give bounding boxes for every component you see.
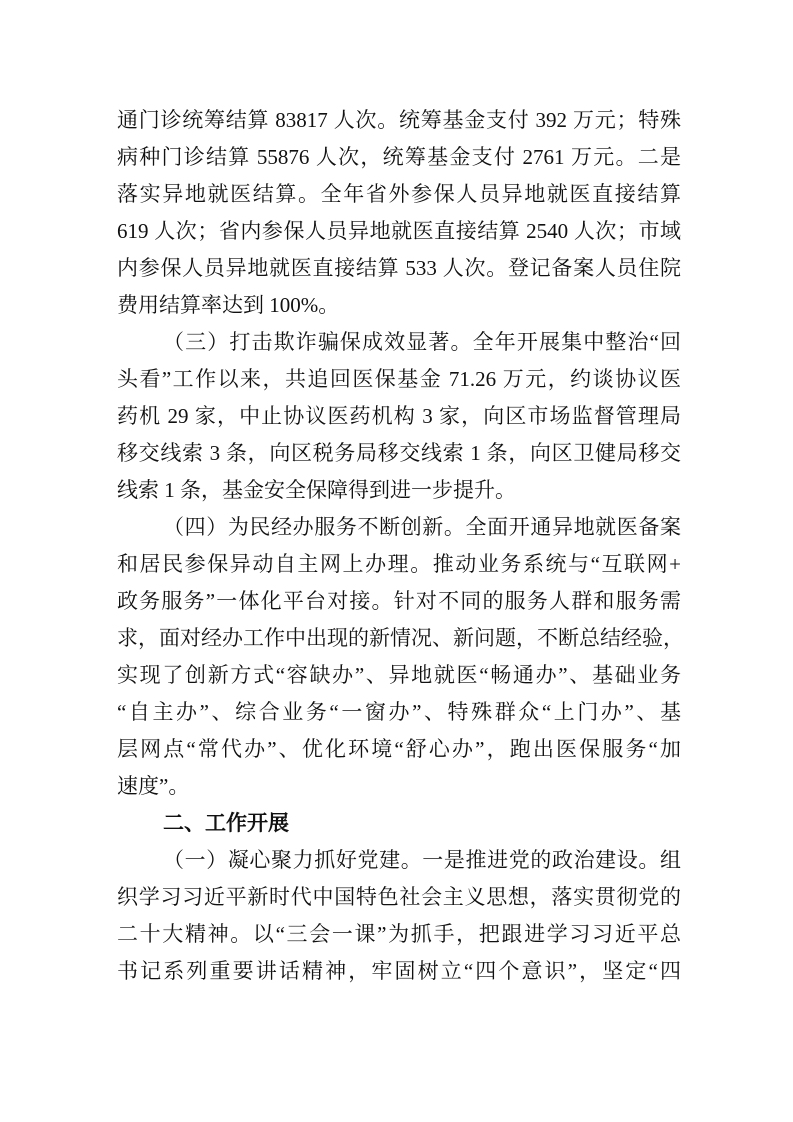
text-line: 二十大精神。以“三会一课”为抓手，把跟进学习习近平总 <box>117 922 681 946</box>
text-line: 619 人次；省内参保人员异地就医直接结算 2540 人次；市域 <box>117 219 681 243</box>
text-line: 求，面对经办工作中出现的新情况、新问题，不断总结经验， <box>117 626 684 650</box>
text-line: 通门诊统筹结算 83817 人次。统筹基金支付 392 万元；特殊 <box>117 108 681 132</box>
text-line: 费用结算率达到 100%。 <box>117 293 340 317</box>
text-line: （三）打击欺诈骗保成效显著。全年开展集中整治“回 <box>163 330 681 354</box>
text-line: 病种门诊结算 55876 人次，统筹基金支付 2761 万元。二是 <box>117 145 681 169</box>
text-line: 速度”。 <box>117 774 190 798</box>
text-line: 落实异地就医结算。全年省外参保人员异地就医直接结算 <box>117 182 681 206</box>
text-line: 实现了创新方式“容缺办”、异地就医“畅通办”、基础业务 <box>117 663 681 687</box>
text-line: 层网点“常代办”、优化环境“舒心办”，跑出医保服务“加 <box>117 737 681 761</box>
text-line: 和居民参保异动自主网上办理。推动业务系统与“互联网+ <box>117 552 681 576</box>
text-line: 政务服务”一体化平台对接。针对不同的服务人群和服务需 <box>117 589 681 613</box>
paragraph-settlement <box>117 102 681 324</box>
section-heading: 二、工作开展 <box>163 812 289 835</box>
text-line: “自主办”、综合业务“一窗办”、特殊群众“上门办”、基 <box>117 700 681 724</box>
paragraph-party-building <box>117 842 681 990</box>
text-line: 线索 1 条，基金安全保障得到进一步提升。 <box>117 478 516 502</box>
document-page <box>117 102 684 990</box>
paragraph-service-innovation <box>117 509 684 805</box>
text-line: 药机 29 家，中止协议医药机构 3 家，向区市场监督管理局 <box>117 404 681 428</box>
text-line: 内参保人员异地就医直接结算 533 人次。登记备案人员住院 <box>117 256 681 280</box>
text-line: 头看”工作以来，共追回医保基金 71.26 万元，约谈协议医 <box>117 367 681 391</box>
text-line: 书记系列重要讲话精神，牢固树立“四个意识”，坚定“四 <box>117 959 681 983</box>
text-line: 织学习习近平新时代中国特色社会主义思想，落实贯彻党的 <box>117 885 681 909</box>
text-line: （四）为民经办服务不断创新。全面开通异地就医备案 <box>163 515 681 539</box>
text-line: （一）凝心聚力抓好党建。一是推进党的政治建设。组 <box>163 848 681 872</box>
text-line: 移交线索 3 条，向区税务局移交线索 1 条，向区卫健局移交 <box>117 441 681 465</box>
paragraph-fraud-crackdown <box>117 324 681 509</box>
